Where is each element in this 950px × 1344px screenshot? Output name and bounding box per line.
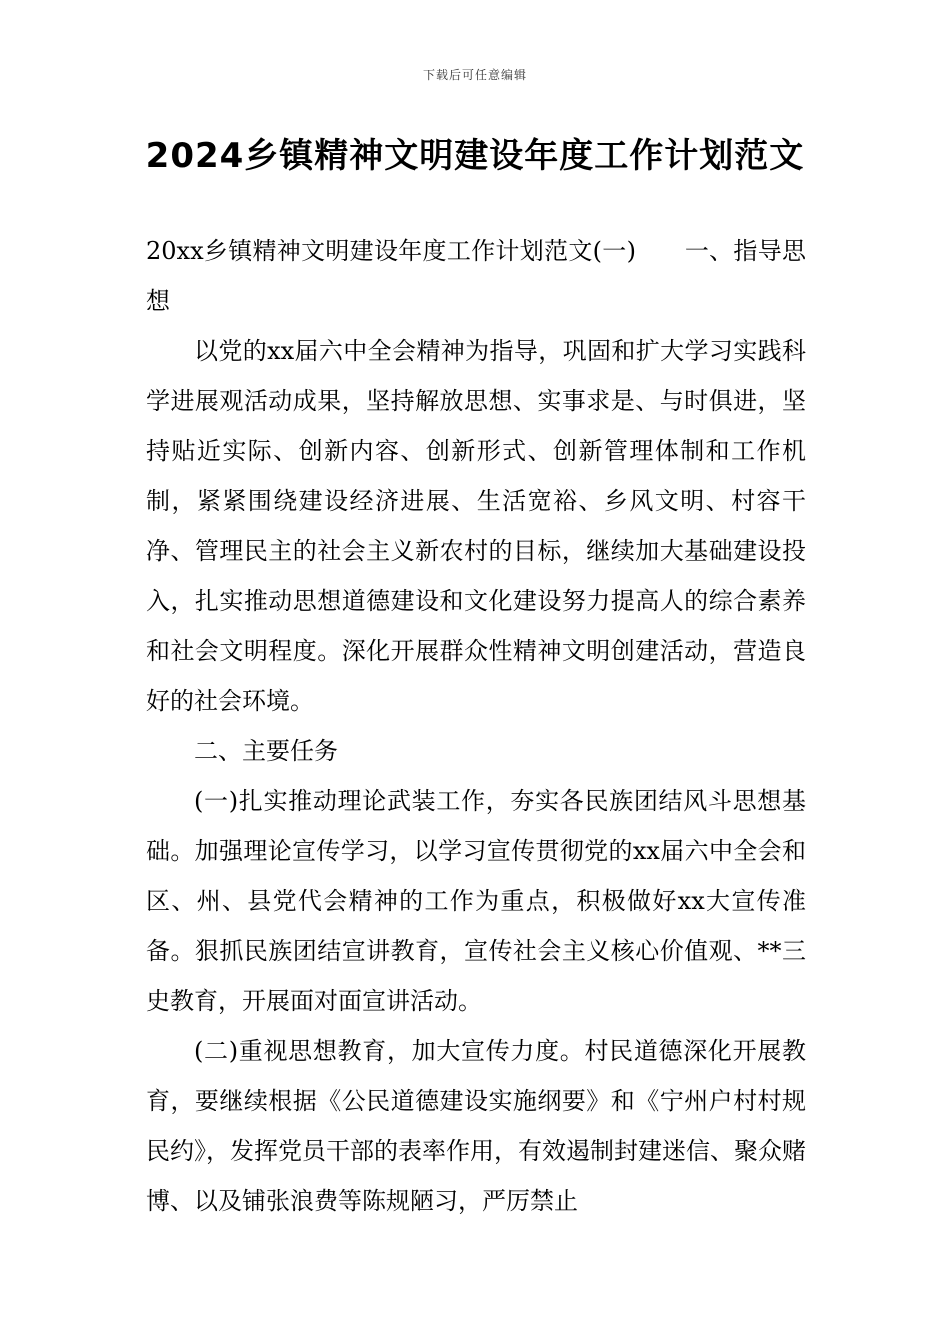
document-body [146,226,806,1226]
header-note: 下载后可任意编辑 [422,68,527,82]
paragraph-task-2: (二)重视思想教育，加大宣传力度。村民道德深化开展教育，要继续根据《公民道德建设实施纲要》和《宁州户村村规民约》，发挥党员干部的表率作用，有效遏制封建迷信、聚众赌博、以及铺张浪费等陈规陋习，严厉禁止 [146,1037,806,1215]
paragraph-intro: 20xx乡镇精神文明建设年度工作计划范文(一) 一、指导思想 [146,237,806,315]
paragraph-guiding-thought: 以党的xx届六中全会精神为指导，巩固和扩大学习实践科学进展观活动成果，坚持解放思想、实事求是、与时俱进，坚持贴近实际、创新内容、创新形式、创新管理体制和工作机制，紧紧围绕建设经济进展、生活宽裕、乡风文明、村容干净、管理民主的社会主义新农村的目标，继续加大基础建设投入，扎实推动思想道德建设和文化建设努力提高人的综合素养和社会文明程度。深化开展群众性精神文明创建活动，营造良好的社会环境。 [146,337,806,715]
document-title: 2024乡镇精神文明建设年度工作计划范文 [145,136,805,176]
section-heading-main-tasks: 二、主要任务 [194,737,338,765]
paragraph-task-1: (一)扎实推动理论武装工作，夯实各民族团结风斗思想基础。加强理论宣传学习，以学习宣传贯彻党的xx届六中全会和区、州、县党代会精神的工作为重点，积极做好xx大宣传准备。狠抓民族团结宣讲教育，宣传社会主义核心价值观、**三史教育，开展面对面宣讲活动。 [146,787,806,1015]
